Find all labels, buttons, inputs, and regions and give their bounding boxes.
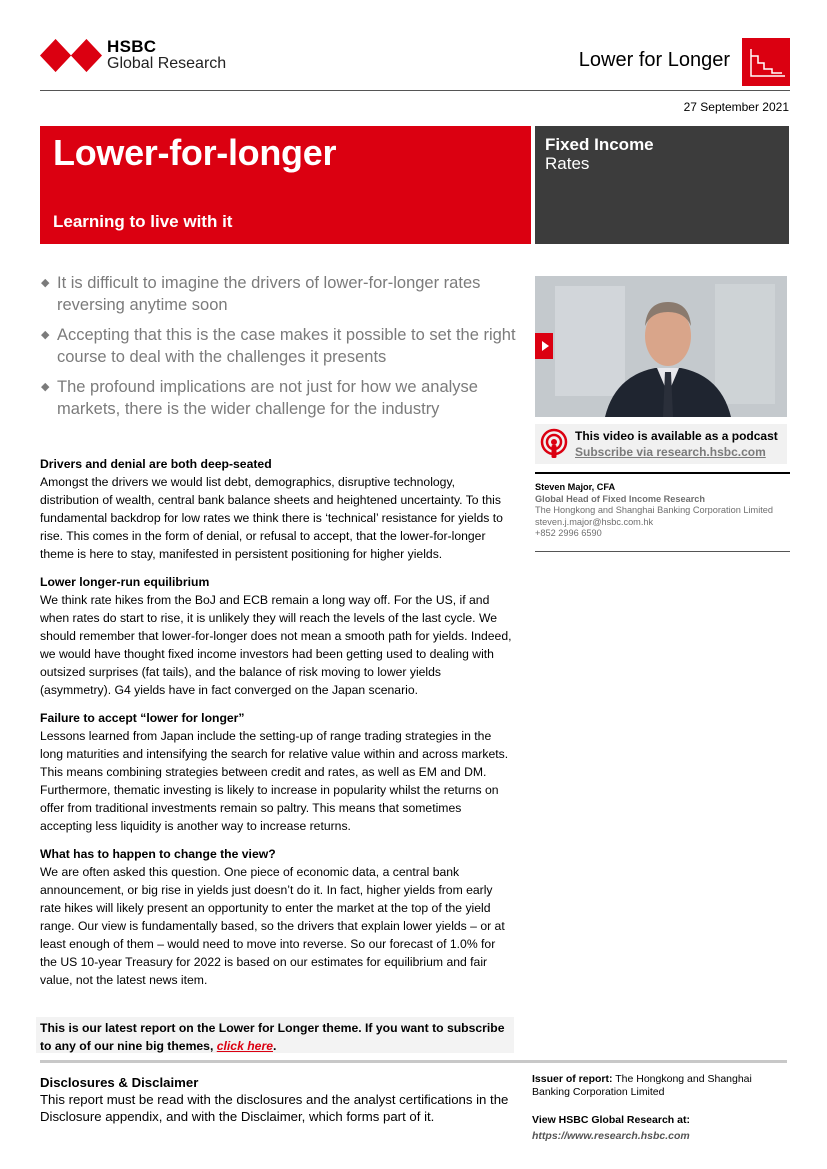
stair-chart-icon — [742, 38, 790, 86]
key-points — [40, 272, 520, 428]
key-point: ◆ The profound implications are not just for how we analyse markets, there is the wider challenge for the industry — [41, 378, 478, 418]
play-icon[interactable] — [535, 333, 553, 359]
issuer-info — [532, 1073, 790, 1098]
analyst-phone: +852 2996 6590 — [535, 528, 602, 538]
analyst-company: The Hongkong and Shanghai Banking Corporation Limited — [535, 505, 774, 515]
presenter-image — [535, 276, 787, 417]
page-title: Lower-for-longer — [53, 132, 337, 173]
section-paragraph: Amongst the drivers we would list debt, demographics, disruptive technology, distribution of wealth, central bank balance sheets and heightened uncertainty. To this fundamental backdrop for low rates we think there is ‘technical’ resistance for yields to rise. This comes in the form of denial, or refusal to accept, that the lower-for-longer theme is here to stay, manifested in persistent positioning for higher yields. — [40, 475, 503, 561]
section-paragraph: We are often asked this question. One piece of economic data, a central bank announcement, or big rise in yields just doesn’t do it. In fact, higher yields from early rate hikes will likely present an opportunity to enter the market at the top of the yield range. Our view is fundamentally based, so the drivers that explain lower yields – or at least enough of them – would need to move into reverse. So our forecast of 1.0% for the US 10-year Treasury for 2022 is based on our estimates for equilibrium and fair value, not the latest news item. — [40, 865, 505, 987]
podcast-icon — [539, 428, 569, 460]
title-banner — [40, 126, 531, 244]
analyst-divider-bottom — [535, 551, 790, 552]
hsbc-hexagon-icon — [40, 39, 102, 72]
section-heading: What has to happen to change the view? — [40, 847, 276, 861]
brand-name: HSBC — [107, 37, 157, 56]
category-panel — [535, 126, 789, 244]
section-heading: Failure to accept “lower for longer” — [40, 711, 245, 725]
podcast-banner[interactable] — [535, 424, 787, 464]
issuer-label: Issuer of report: — [532, 1073, 613, 1085]
category-main: Fixed Income — [545, 135, 654, 154]
subscribe-callout: This is our latest report on the Lower for Longer theme. If you want to subscribe to any of our nine big themes, click here. — [36, 1017, 514, 1053]
hsbc-logo — [40, 38, 226, 72]
header-divider — [40, 90, 790, 91]
podcast-text: This video is available as a podcast — [575, 429, 778, 443]
research-url-link[interactable]: https://www.research.hsbc.com — [532, 1130, 690, 1142]
analyst-name: Steven Major, CFA — [535, 482, 616, 492]
view-research-label: View HSBC Global Research at: — [532, 1114, 690, 1126]
diamond-bullet-icon: ◆ — [41, 381, 50, 393]
page-subtitle: Learning to live with it — [53, 212, 233, 231]
key-point: ◆ Accepting that this is the case makes it possible to set the right course to deal with the challenges it presents — [41, 326, 516, 366]
theme-title: Lower for Longer — [578, 49, 730, 71]
section-heading: Lower longer-run equilibrium — [40, 575, 210, 589]
analyst-divider — [535, 472, 790, 474]
diamond-bullet-icon: ◆ — [41, 277, 50, 289]
body-text — [40, 455, 515, 999]
issuer-value: The Hongkong and Shanghai Banking Corporation Limited — [532, 1073, 752, 1098]
video-thumbnail[interactable] — [535, 276, 787, 417]
diamond-bullet-icon: ◆ — [41, 329, 50, 341]
analyst-email[interactable]: steven.j.major@hsbc.com.hk — [535, 516, 654, 527]
disclosures-text: This report must be read with the disclosures and the analyst certifications in the Disclosure appendix, and with the Disclaimer, which forms part of it. — [40, 1092, 509, 1124]
section-heading: Drivers and denial are both deep-seated — [40, 457, 272, 471]
section-paragraph: Lessons learned from Japan include the setting-up of range trading strategies in the long maturities and intensifying the search for relative value within and across markets. This means combining strategies between credit and rates, as well as EM and DM. Furthermore, thematic investing is likely to increase in popularity whilst the returns on offer from traditional investments remain so paltry. This means that sometimes accepting less liquidity is another way to increase returns. — [40, 729, 509, 833]
report-date: 27 September 2021 — [683, 100, 789, 114]
disclosures-title: Disclosures & Disclaimer — [40, 1075, 199, 1090]
brand-subtitle: Global Research — [107, 55, 227, 72]
subscribe-podcast-link[interactable]: Subscribe via research.hsbc.com — [575, 445, 766, 459]
key-point: ◆ It is difficult to imagine the drivers of lower-for-longer rates reversing anytime soon — [41, 274, 481, 314]
analyst-role: Global Head of Fixed Income Research — [535, 493, 706, 504]
section-paragraph: We think rate hikes from the BoJ and ECB remain a long way off. For the US, if and when rates do start to rise, it is unlikely they will reach the levels of the last cycle. We should remember that lower-for-longer does not mean a smooth path for yields. Indeed, we would have thought fixed income investors had been getting used to dealing with outsized surprises (fat tails), and the balance of risk moving to lower yields (asymmetry). G4 yields have in fact converged on the Japan scenario. — [40, 593, 512, 697]
subscribe-link[interactable]: click here — [216, 1039, 273, 1053]
category-sub: Rates — [545, 154, 590, 173]
footer-divider — [40, 1060, 787, 1063]
disclosures — [40, 1074, 520, 1125]
analyst-info — [535, 482, 795, 540]
